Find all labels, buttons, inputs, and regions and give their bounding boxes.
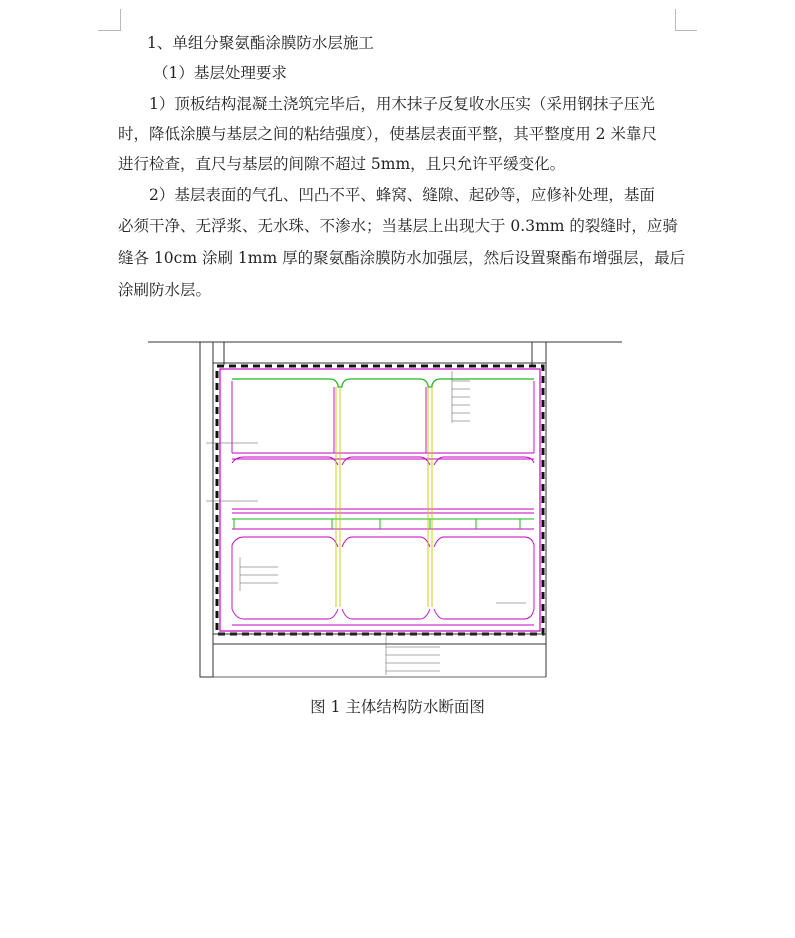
paragraph-2-line-3: 缝各 10cm 涂刷 1mm 厚的聚氨酯涂膜防水加强层，然后设置聚酯布增强层，最后 xyxy=(118,249,686,267)
paragraph-2-line-4: 涂刷防水层。 xyxy=(118,281,212,299)
annotation-leaders xyxy=(206,371,526,675)
crop-mark-top-left-h xyxy=(98,30,120,31)
paragraph-1-line-1: 1）顶板结构混凝土浇筑完毕后，用木抹子反复收水压实（采用钢抹子压光 xyxy=(149,95,655,113)
crop-mark-top-right-v xyxy=(675,9,676,31)
outer-waterproof-layer xyxy=(217,366,543,634)
figure-caption: 图 1 主体结构防水断面图 xyxy=(310,698,485,716)
left-retaining-wall xyxy=(200,342,213,677)
waterproofing-section-diagram xyxy=(140,335,630,685)
crop-mark-top-right-h xyxy=(675,30,697,31)
paragraph-1-line-2: 时，降低涂膜与基层之间的粘结强度），使基层表面平整，其平整度用 2 米靠尺 xyxy=(118,125,657,143)
paragraph-1-line-3: 进行检查，直尺与基层的间隙不超过 5mm，且只允许平缓变化。 xyxy=(118,155,566,173)
section-heading: 1、单组分聚氨酯涂膜防水层施工 xyxy=(147,34,374,52)
subsection-heading: （1）基层处理要求 xyxy=(153,64,287,82)
roof-slab xyxy=(232,379,534,387)
paragraph-2-line-2: 必须干净、无浮浆、无水珠、不渗水；当基层上出现大于 0.3mm 的裂缝时，应骑 xyxy=(118,217,678,235)
crop-mark-top-left-v xyxy=(120,9,121,31)
columns xyxy=(336,387,432,607)
membrane-outline xyxy=(220,369,540,631)
paragraph-2-line-1: 2）基层表面的气孔、凹凸不平、蜂窝、缝隙、起砂等，应修补处理，基面 xyxy=(149,186,655,204)
